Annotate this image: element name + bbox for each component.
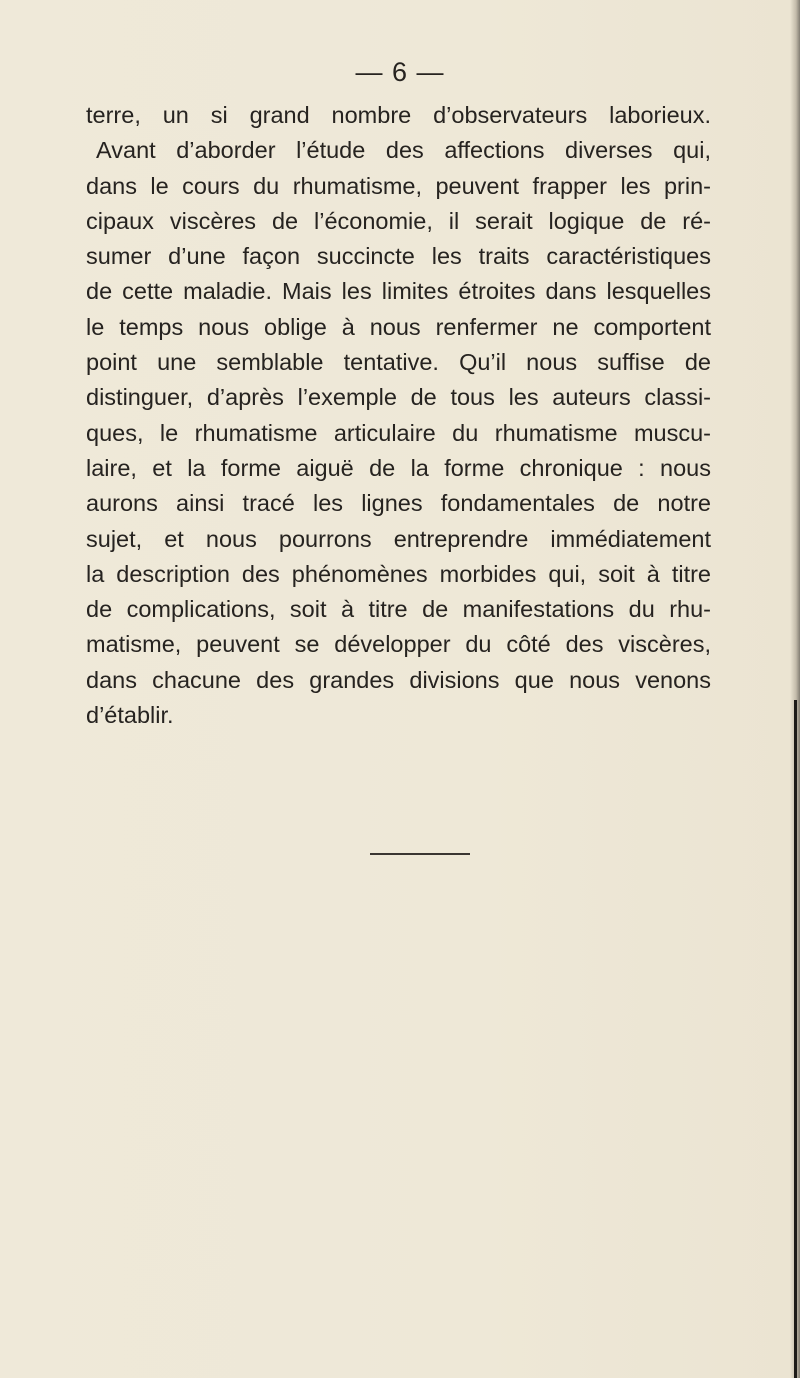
- section-divider: [370, 853, 470, 855]
- page-edge-line: [794, 700, 797, 1378]
- text-line: dans chacune des grandes divisions que nous venons: [86, 666, 711, 693]
- text-line: dans le cours du rhumatisme, peuvent frapper les prin-: [86, 172, 711, 199]
- text-line: aurons ainsi tracé les lignes fondamentales de notre: [86, 490, 711, 517]
- text-line: le temps nous oblige à nous renfermer ne comportent: [86, 313, 711, 340]
- text-line: cipaux viscères de l’économie, il serait logique de ré-: [86, 207, 711, 234]
- text-line: point une semblable tentative. Qu’il nous suffise de: [86, 349, 711, 376]
- text-line: terre, un si grand nombre d’observateurs laborieux.: [86, 102, 711, 128]
- text-line: Avant d’aborder l’étude des affections diverses qui,: [96, 137, 711, 164]
- text-line: la description des phénomènes morbides qui, soit à titre: [86, 560, 711, 587]
- text-line: sumer d’une façon succincte les traits caractéristiques: [86, 243, 711, 270]
- text-line: matisme, peuvent se développer du côté des viscères,: [86, 631, 711, 658]
- text-line: de complications, soit à titre de manifestations du rhu-: [86, 596, 711, 623]
- text-line: laire, et la forme aiguë de la forme chronique : nous: [86, 454, 711, 481]
- text-line: de cette maladie. Mais les limites étroites dans lesquelles: [86, 278, 711, 305]
- text-line: distinguer, d’après l’exemple de tous les auteurs classi-: [86, 384, 711, 411]
- text-line: d’établir.: [86, 702, 174, 729]
- text-line: ques, le rhumatisme articulaire du rhumatisme muscu-: [86, 419, 711, 446]
- text-line: sujet, et nous pourrons entreprendre immédiatement: [86, 525, 711, 552]
- body-paragraph: [86, 98, 711, 733]
- page-number: — 6 —: [355, 57, 445, 87]
